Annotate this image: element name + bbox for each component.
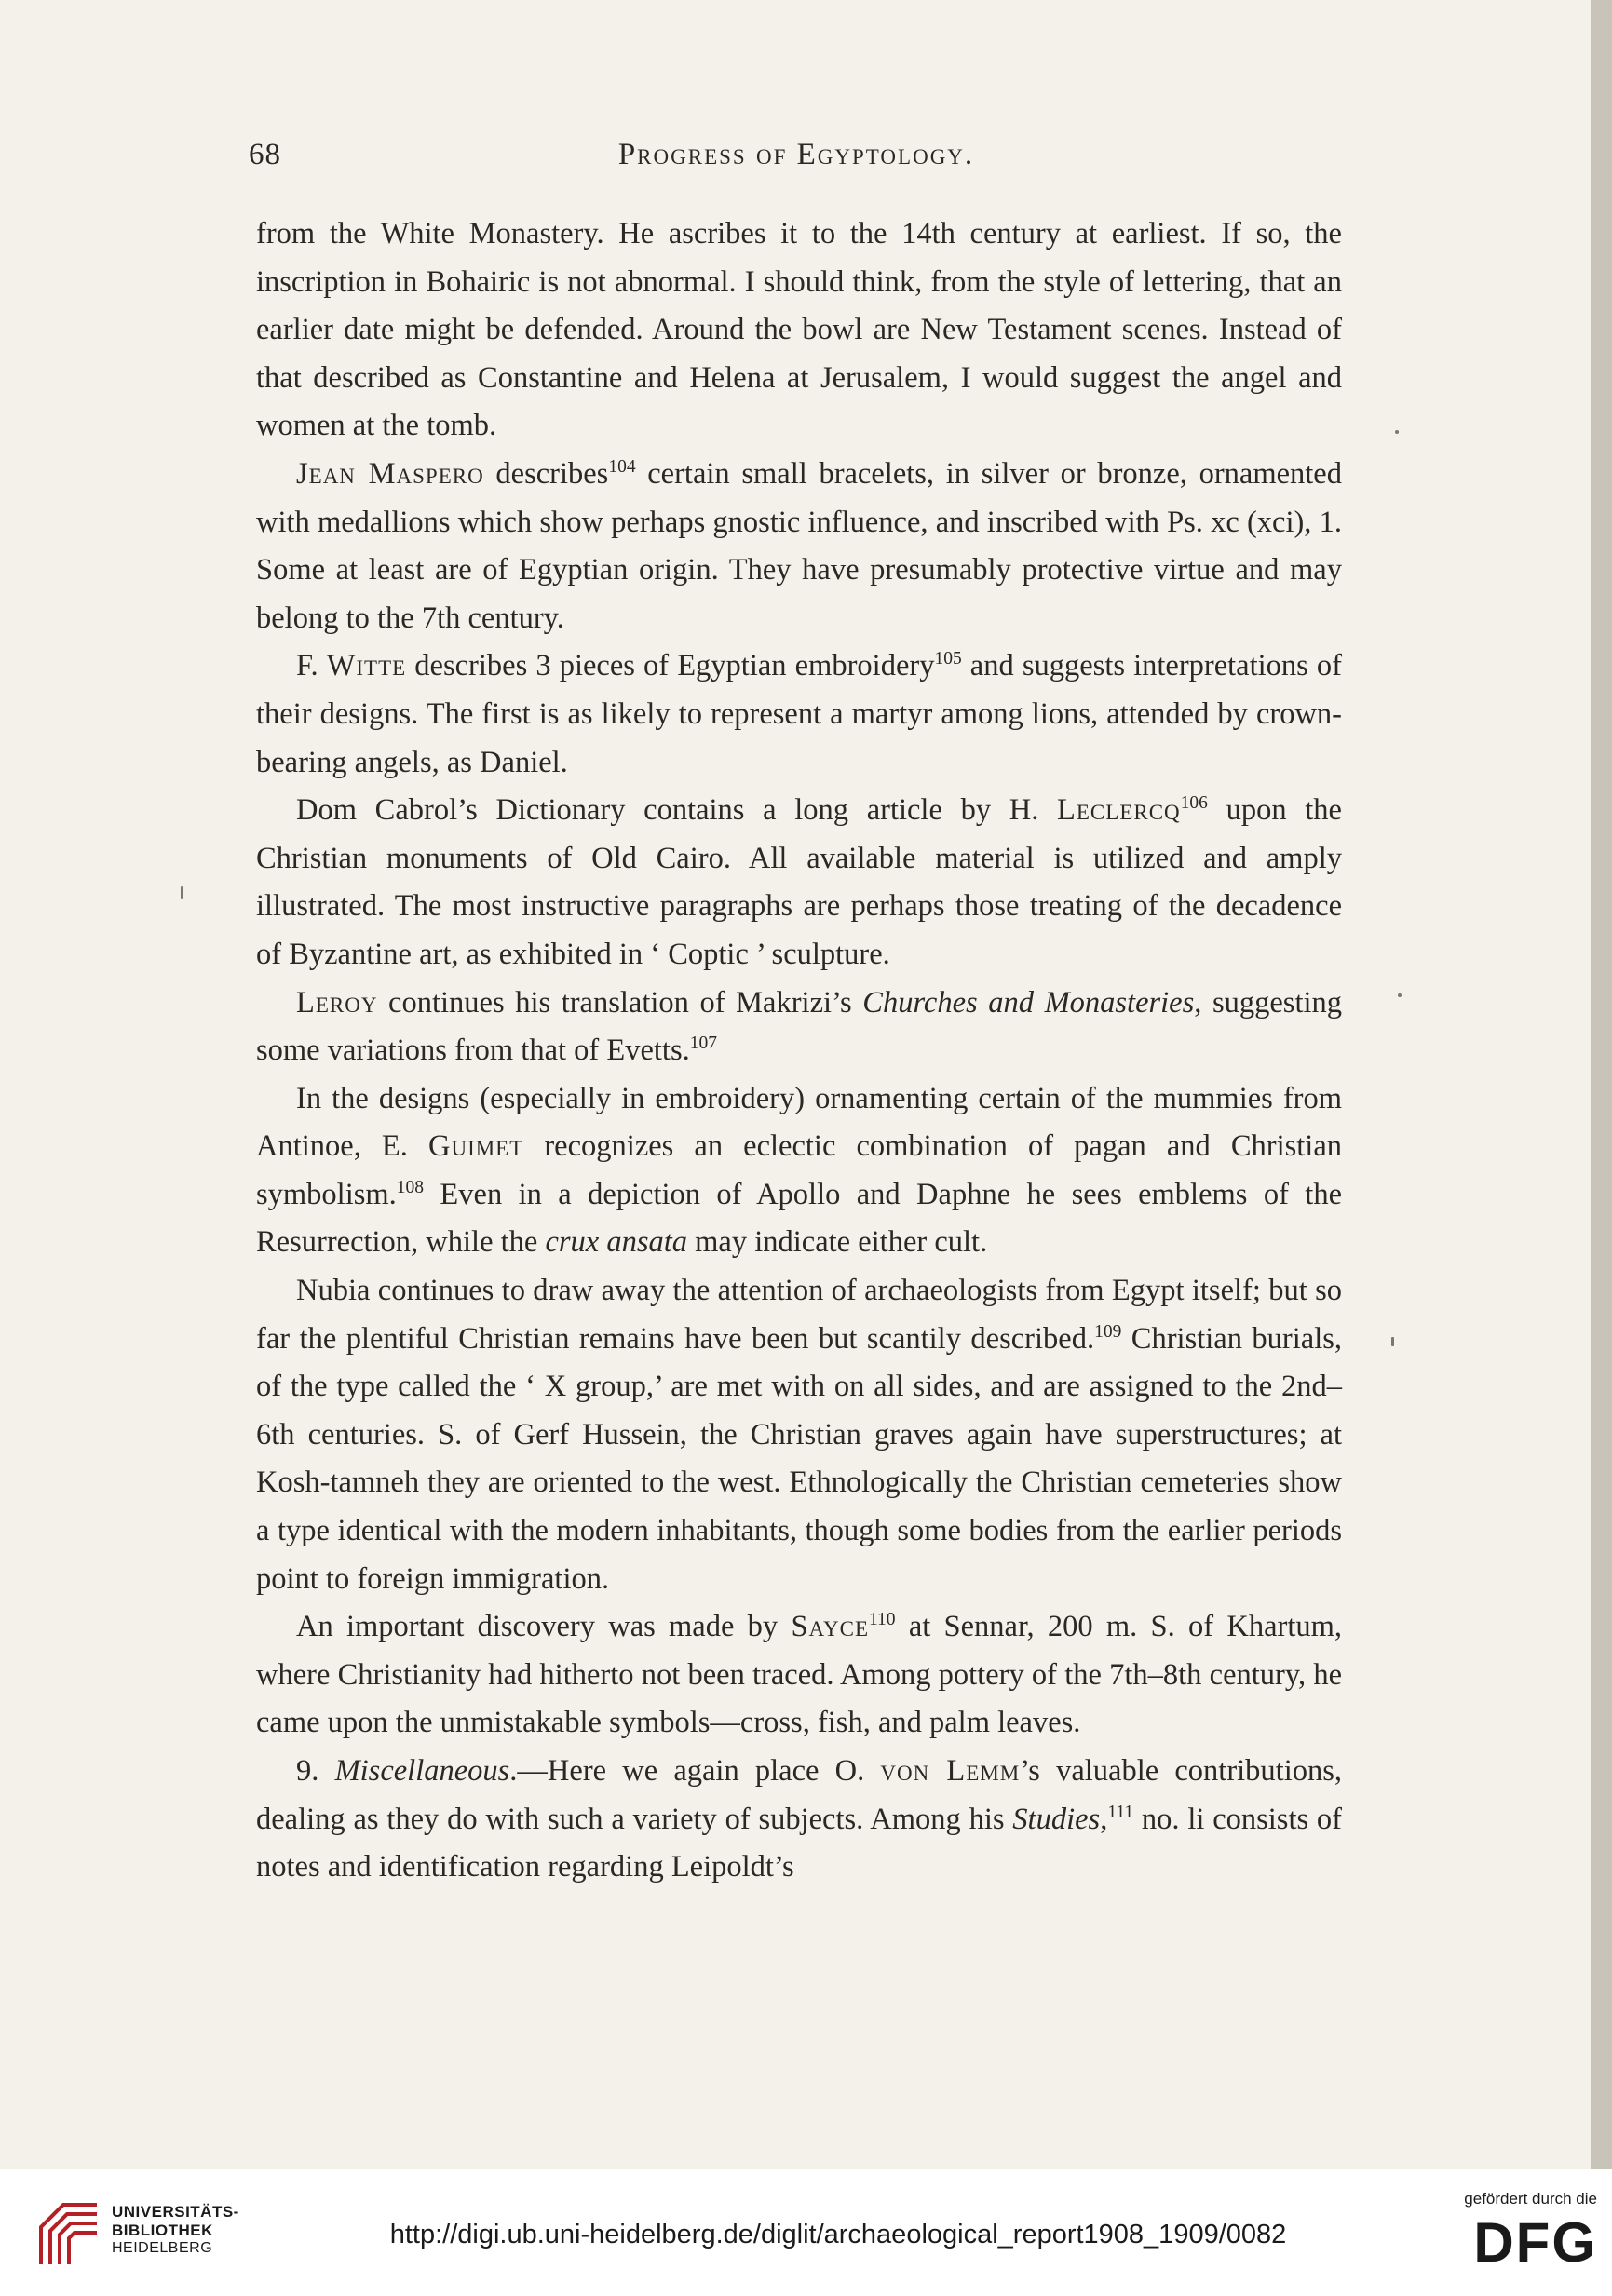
author-name: Leclercq [1057,793,1181,828]
footnote-ref: 108 [396,1178,425,1198]
paragraph [256,1075,1342,1267]
text-run: F. [296,649,327,683]
text-run: , [1100,1802,1108,1836]
scan-speck [1395,430,1399,434]
text-run: .—Here we again place O. [509,1754,881,1788]
paragraph [256,642,1342,787]
text-run: Christian burials, of the type called the ‘ X group,’ are met with on all sides, and are assigned to the 2nd–6th centuries. S. of Gerf Hussein, the Christian graves again have superstructures; at Kosh-tamneh they are oriented to the west. Ethnologically the Christian cemeteries show a type identical with the modern inhabitants, though some bodies from the earlier periods point to foreign immigration. [256,1321,1342,1596]
text-run: upon the Christian monuments of Old Cairo. All available material is utilized and amply illustrated. The most instructive paragraphs are perhaps those treating of the decadence of Byzantine art, as exhibited in ‘ Coptic ’ sculpture. [256,793,1342,971]
footnote-ref: 110 [869,1610,896,1630]
italic-text: Churches and Monasteries [862,985,1195,1020]
text-run: 9. [296,1754,335,1788]
footnote-ref: 106 [1180,793,1208,814]
page-number: 68 [249,138,281,171]
text-run: certain small bracelets, in silver or bronze, ornamented with medallions which show perhaps gnostic influence, and inscribed with Ps. xc (xci), 1. Some at least are of Egyptian origin. They have presumably protective virtue and may belong to the 7th century. [256,456,1342,635]
author-name: von Lemm [880,1754,1021,1788]
footnote-ref: 107 [689,1033,717,1054]
paragraph [256,979,1342,1075]
text-run: describes 3 pieces of Egyptian embroidery [406,649,935,683]
text-run: Dom Cabrol’s Dictionary contains a long article by H. [296,793,1058,828]
viewer-footer [0,2169,1612,2296]
text-run: continues his translation of Makrizi’s [377,985,863,1020]
dfg-logo-text: DFG [1473,2211,1597,2274]
paragraph [256,787,1342,979]
body-text [256,210,1342,1892]
text-run: Nubia continues to draw away the attention of archaeologists from Egypt itself; but so far the plentiful Christian remains have been but scantily described. [256,1274,1342,1356]
text-run: , suggesting some variations from that of Evetts. [256,985,1343,1068]
italic-text: Studies [1012,1802,1101,1836]
paragraph [256,451,1342,642]
library-emblem-icon [35,2199,102,2266]
text-run: from the White Monastery. He ascribes it to the 14th century at earliest. If so, the inscription in Bohairic is not abnormal. I should think, from the style of lettering, that an earlier date might be defended. Around the bowl are New Testament scenes. Instead of that described as Constantine and Helena at Jerusalem, I would suggest the angel and women at the tomb. [256,217,1342,443]
funder-logo[interactable] [1439,2190,1597,2292]
text-run: ’s valuable contributions, dealing as they do with such a variety of subjects. Among his [256,1754,1342,1836]
funded-by-label: gefördert durch die [1464,2190,1597,2208]
text-run: no. li consists of notes and identification regarding Leipoldt’s [256,1802,1342,1884]
book-spine-edge [1591,0,1612,2169]
paragraph [256,1748,1342,1892]
page-header [242,138,1350,182]
library-name-line2: BIBLIOTHEK [112,2222,213,2239]
permalink-url[interactable]: http://digi.ub.uni-heidelberg.de/diglit/archaeological_report1908_1909/0082 [389,2220,1287,2249]
text-run: at Sennar, 200 m. S. of Khartum, where Christianity had hitherto not been traced. Among pottery of the 7th–8th century, he came upon the unmistakable symbols—cross, fish, and palm leaves. [256,1610,1343,1740]
text-run: Even in a depiction of Apollo and Daphne he sees emblems of the Resurrection, while the [256,1177,1342,1260]
library-name-line3: HEIDELBERG [112,2240,213,2256]
footnote-ref: 104 [608,457,636,478]
library-name-line1: UNIVERSITÄTS- [112,2203,239,2221]
paragraph [256,210,1342,451]
text-run: and suggests interpretations of their designs. The first is as likely to represent a martyr among lions, attended by crown-bearing angels, as Daniel. [256,649,1342,779]
text-run: recognizes an eclectic combination of pagan and Christian symbolism. [256,1129,1342,1211]
paragraph [256,1267,1342,1603]
footnote-ref: 105 [934,649,962,669]
author-name: Jean Maspero [296,456,484,491]
scan-speck [1391,1337,1394,1346]
text-run: In the designs (especially in embroidery) ornamenting certain of the mummies from Antinoe, E. [256,1081,1342,1164]
text-run: describes [483,456,609,491]
text-run: An important discovery was made by [296,1610,792,1644]
scan-speck [181,886,183,899]
scan-speck [1398,993,1402,997]
italic-text: Miscellaneous [334,1754,510,1788]
author-name: Guimet [427,1129,524,1164]
author-name: Sayce [791,1610,870,1644]
footnote-ref: 109 [1094,1321,1122,1342]
library-logo[interactable] [35,2199,287,2266]
author-name: Witte [326,649,407,683]
author-name: Leroy [296,985,378,1020]
paragraph [256,1603,1342,1748]
text-run: may indicate either cult. [687,1225,988,1260]
footnote-ref: 111 [1107,1802,1134,1822]
italic-text: crux ansata [545,1225,688,1260]
running-title: Progress of Egyptology. [617,138,975,171]
